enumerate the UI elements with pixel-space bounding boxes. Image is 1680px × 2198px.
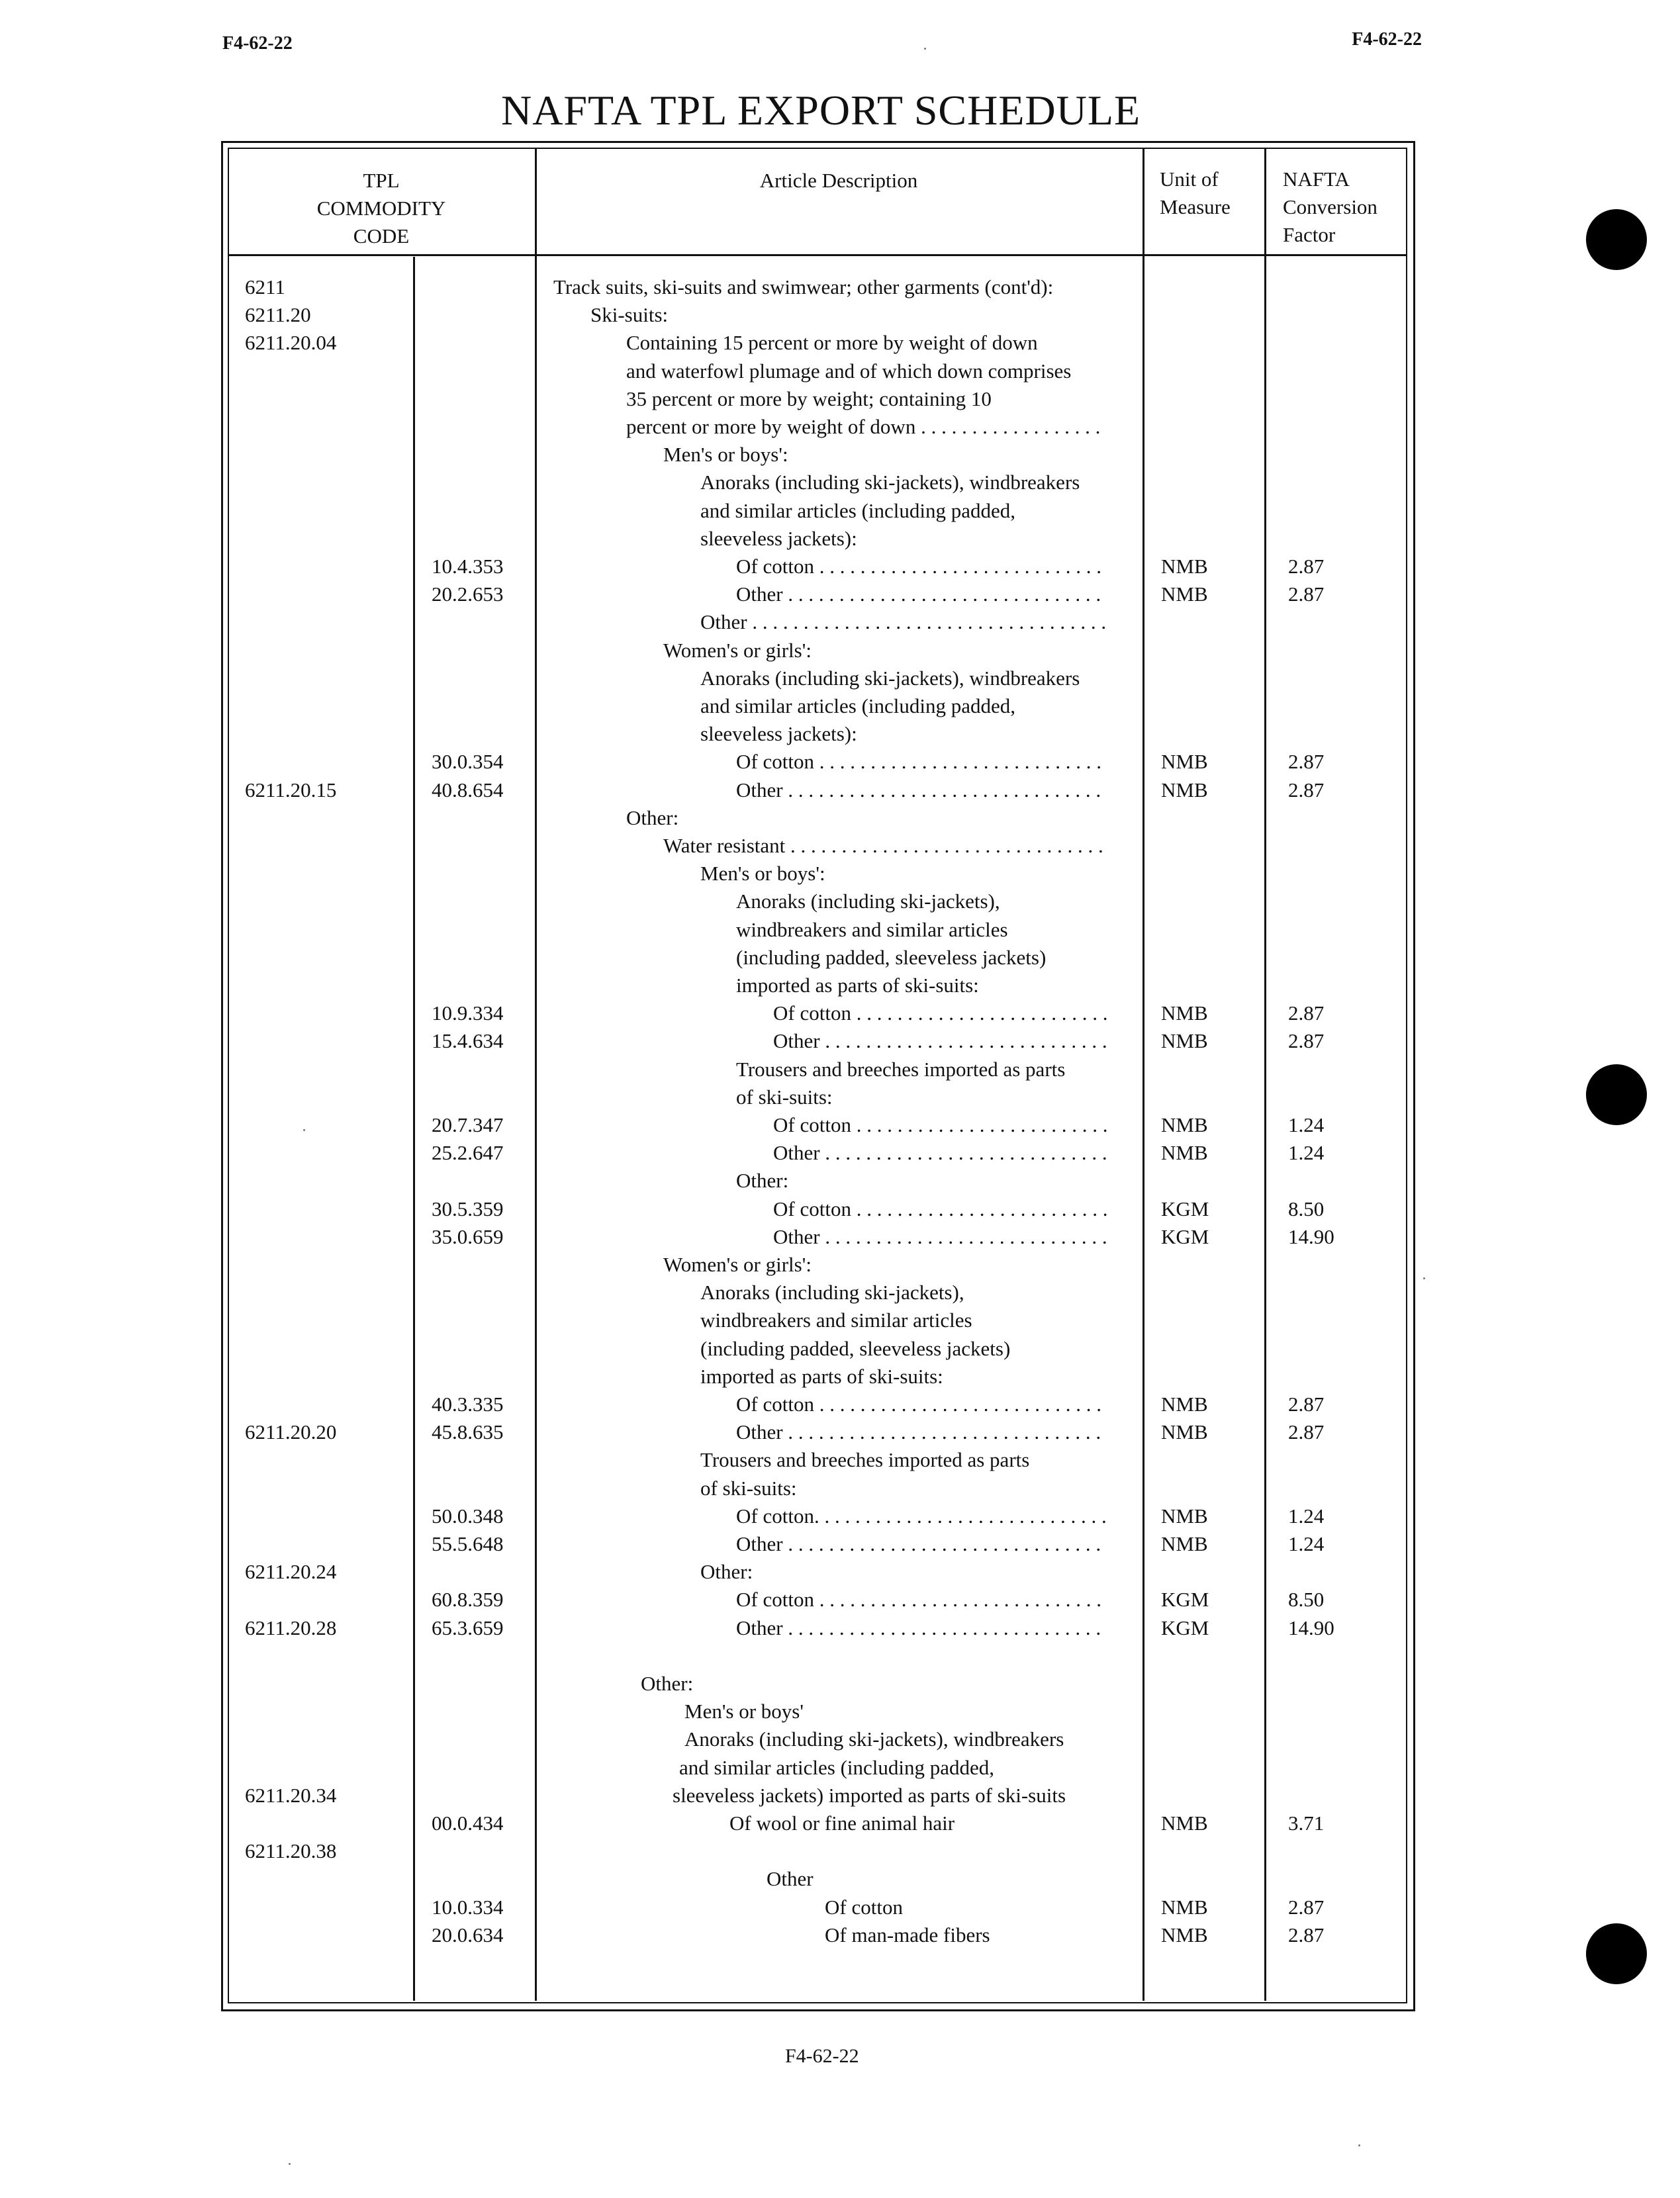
unit-of-measure: NMB <box>1161 1504 1208 1528</box>
conversion-factor: 2.87 <box>1288 1393 1325 1416</box>
statistical-suffix: 50.0.348 <box>432 1504 504 1528</box>
table-row <box>0 497 1680 525</box>
table-row <box>0 1475 1680 1502</box>
table-row <box>0 301 1680 329</box>
article-description: Trousers and breeches imported as parts <box>700 1448 1030 1472</box>
conversion-factor: 2.87 <box>1288 1923 1325 1946</box>
statistical-suffix: 45.8.635 <box>432 1420 504 1444</box>
table-row <box>0 664 1680 692</box>
article-description: Other: <box>626 805 679 829</box>
unit-of-measure: NMB <box>1161 1923 1208 1946</box>
article-description: Anoraks (including ski-jackets), windbreakers <box>684 1727 1064 1751</box>
table-row <box>0 553 1680 580</box>
article-description: 35 percent or more by weight; containing 10 <box>626 387 992 410</box>
article-description: percent or more by weight of down . . . <box>626 413 1107 441</box>
article-description: windbreakers and similar articles <box>700 1308 972 1332</box>
table-row <box>0 441 1680 469</box>
table-row <box>0 1279 1680 1306</box>
article-description: sleeveless jackets): <box>700 526 857 550</box>
conversion-factor: 14.90 <box>1288 1616 1334 1639</box>
column-header-description: Article Description <box>759 169 918 192</box>
tpl-commodity-code: 6211.20.28 <box>245 1616 337 1639</box>
article-description: windbreakers and similar articles <box>736 917 1008 941</box>
table-row <box>0 888 1680 915</box>
table-row <box>0 999 1680 1027</box>
unit-of-measure: NMB <box>1161 778 1208 801</box>
table-row <box>0 1363 1680 1391</box>
conversion-factor: 2.87 <box>1288 1895 1325 1919</box>
table-row <box>0 1167 1680 1195</box>
page-title: NAFTA TPL EXPORT SCHEDULE <box>500 87 1141 134</box>
scan-speck <box>1423 1277 1425 1279</box>
article-description: Other . . . <box>773 1027 1107 1055</box>
article-description: Of cotton . . . <box>736 1391 1107 1418</box>
article-description: Other: <box>700 1560 753 1584</box>
table-row <box>0 525 1680 553</box>
article-description: Other . . . <box>773 1223 1107 1251</box>
unit-of-measure: NMB <box>1161 1532 1208 1555</box>
unit-of-measure: NMB <box>1161 555 1208 578</box>
statistical-suffix: 30.0.354 <box>432 750 504 774</box>
article-description: Other: <box>641 1672 694 1695</box>
conversion-factor: 1.24 <box>1288 1532 1325 1555</box>
article-description: Of cotton . . . <box>773 1111 1107 1139</box>
table-row <box>0 1558 1680 1586</box>
conversion-factor: 2.87 <box>1288 555 1325 578</box>
article-description: sleeveless jackets) imported as parts of ski-suits <box>673 1783 1066 1807</box>
article-description: Of man-made fibers <box>825 1923 990 1946</box>
article-description: Of cotton. . . . <box>736 1502 1107 1530</box>
unit-of-measure: KGM <box>1161 1197 1209 1220</box>
conversion-factor: 2.87 <box>1288 778 1325 801</box>
punch-hole-top <box>1586 209 1647 270</box>
table-row <box>0 1809 1680 1837</box>
conversion-factor: 8.50 <box>1288 1197 1325 1220</box>
table-row <box>0 580 1680 608</box>
unit-of-measure: NMB <box>1161 750 1208 774</box>
table-row <box>0 1139 1680 1167</box>
table-row <box>0 1223 1680 1251</box>
table-row <box>0 1837 1680 1865</box>
article-description: Anoraks (including ski-jackets), windbreakers <box>700 471 1080 494</box>
article-description: Of cotton . . . <box>773 1195 1107 1223</box>
unit-of-measure: KGM <box>1161 1616 1209 1639</box>
unit-of-measure: NMB <box>1161 1141 1208 1165</box>
table-row <box>0 1027 1680 1055</box>
tpl-commodity-code: 6211.20.04 <box>245 331 337 355</box>
table-row <box>0 860 1680 888</box>
table-row <box>0 608 1680 636</box>
punch-hole-bottom <box>1586 1923 1647 1984</box>
statistical-suffix: 00.0.434 <box>432 1811 504 1835</box>
unit-of-measure: NMB <box>1161 1029 1208 1053</box>
table-row <box>0 1865 1680 1893</box>
statistical-suffix: 60.8.359 <box>432 1588 504 1612</box>
article-description: Men's or boys': <box>663 443 788 467</box>
table-row <box>0 944 1680 972</box>
table-row <box>0 1056 1680 1083</box>
conversion-factor: 3.71 <box>1288 1811 1325 1835</box>
page-footer: F4-62-22 <box>785 2045 859 2067</box>
article-description: and similar articles (including padded, <box>700 498 1016 522</box>
statistical-suffix: 20.0.634 <box>432 1923 504 1946</box>
article-description: Other . . . <box>736 1418 1107 1446</box>
statistical-suffix: 40.3.335 <box>432 1393 504 1416</box>
conversion-factor: 2.87 <box>1288 1029 1325 1053</box>
table-row <box>0 1251 1680 1279</box>
column-header-tpl-code-text: TPL COMMODITY CODE <box>316 169 446 248</box>
tpl-commodity-code: 6211.20.38 <box>245 1839 337 1863</box>
table-row <box>0 720 1680 748</box>
article-description: Other . . . <box>773 1139 1107 1167</box>
table-row <box>0 776 1680 804</box>
table-row <box>0 1894 1680 1921</box>
table-row <box>0 1530 1680 1558</box>
statistical-suffix: 65.3.659 <box>432 1616 504 1639</box>
table-row <box>0 1083 1680 1111</box>
article-description: Anoraks (including ski-jackets), <box>700 1281 964 1305</box>
article-description: Of cotton . . . <box>736 1586 1107 1614</box>
scan-speck <box>289 2163 291 2165</box>
statistical-suffix: 30.5.359 <box>432 1197 504 1220</box>
article-description: imported as parts of ski-suits: <box>736 974 979 997</box>
statistical-suffix: 10.9.334 <box>432 1001 504 1025</box>
article-description: Containing 15 percent or more by weight of down <box>626 331 1038 355</box>
conversion-factor: 1.24 <box>1288 1504 1325 1528</box>
table-row <box>0 1754 1680 1782</box>
article-description: sleeveless jackets): <box>700 722 857 746</box>
article-description: Other <box>767 1867 814 1891</box>
article-description: Ski-suits: <box>590 303 669 327</box>
table-row <box>0 469 1680 496</box>
unit-of-measure: NMB <box>1161 1811 1208 1835</box>
table-row <box>0 1446 1680 1474</box>
article-description: Other . . . <box>736 1530 1107 1558</box>
article-description: Of cotton <box>825 1895 903 1919</box>
tpl-commodity-code: 6211 <box>245 275 285 298</box>
article-description: and similar articles (including padded, <box>700 694 1016 717</box>
conversion-factor: 2.87 <box>1288 582 1325 606</box>
article-description: Other . . . <box>736 1614 1107 1642</box>
table-row <box>0 1306 1680 1334</box>
unit-of-measure: KGM <box>1161 1588 1209 1612</box>
table-row <box>0 1782 1680 1809</box>
statistical-suffix: 20.7.347 <box>432 1113 504 1136</box>
statistical-suffix: 10.4.353 <box>432 555 504 578</box>
article-description: (including padded, sleeveless jackets) <box>700 1336 1011 1360</box>
article-description: Of wool or fine animal hair <box>729 1811 955 1835</box>
article-description: Other: <box>736 1169 789 1193</box>
table-row <box>0 748 1680 776</box>
conversion-factor: 14.90 <box>1288 1224 1334 1248</box>
table-row <box>0 637 1680 664</box>
table-row <box>0 1502 1680 1530</box>
statistical-suffix: 25.2.647 <box>432 1141 504 1165</box>
unit-of-measure: NMB <box>1161 582 1208 606</box>
column-header-tpl-code <box>229 167 534 250</box>
conversion-factor: 1.24 <box>1288 1141 1325 1165</box>
table-row <box>0 1670 1680 1698</box>
punch-hole-middle <box>1586 1064 1647 1125</box>
conversion-factor: 8.50 <box>1288 1588 1325 1612</box>
table-row <box>0 413 1680 441</box>
statistical-suffix: 10.0.334 <box>432 1895 504 1919</box>
header-rule <box>228 254 1406 256</box>
page-header-left: F4-62-22 <box>222 33 293 54</box>
statistical-suffix: 40.8.654 <box>432 778 504 801</box>
statistical-suffix: 20.2.653 <box>432 582 504 606</box>
statistical-suffix: 15.4.634 <box>432 1029 504 1053</box>
table-row <box>0 273 1680 301</box>
conversion-factor: 2.87 <box>1288 1420 1325 1444</box>
table-row <box>0 832 1680 860</box>
table-row <box>0 804 1680 832</box>
article-description: Other . . . <box>700 608 1107 636</box>
tpl-commodity-code: 6211.20.24 <box>245 1560 337 1584</box>
table-row <box>0 1586 1680 1614</box>
table-row <box>0 1111 1680 1139</box>
unit-of-measure: KGM <box>1161 1224 1209 1248</box>
conversion-factor: 2.87 <box>1288 1001 1325 1025</box>
article-description: Men's or boys' <box>684 1700 804 1723</box>
table-row <box>0 357 1680 385</box>
page-header-right: F4-62-22 <box>1352 29 1422 50</box>
tpl-commodity-code: 6211.20.34 <box>245 1783 337 1807</box>
table-row <box>0 1642 1680 1670</box>
article-description: imported as parts of ski-suits: <box>700 1364 943 1388</box>
article-description: Of cotton . . . <box>773 999 1107 1027</box>
table-row <box>0 1418 1680 1446</box>
article-description: Water resistant . . . <box>663 832 1107 860</box>
article-description: Other . . . <box>736 776 1107 804</box>
article-description: of ski-suits: <box>700 1476 797 1500</box>
unit-of-measure: NMB <box>1161 1113 1208 1136</box>
tpl-commodity-code: 6211.20.20 <box>245 1420 337 1444</box>
table-row <box>0 1614 1680 1642</box>
article-description: Anoraks (including ski-jackets), windbreakers <box>700 666 1080 690</box>
unit-of-measure: NMB <box>1161 1895 1208 1919</box>
scan-speck <box>924 48 926 50</box>
article-description: Trousers and breeches imported as parts <box>736 1057 1066 1081</box>
statistical-suffix: 55.5.648 <box>432 1532 504 1555</box>
article-description: (including padded, sleeveless jackets) <box>736 945 1047 969</box>
article-description: and similar articles (including padded, <box>679 1755 995 1779</box>
table-row <box>0 1921 1680 1949</box>
table-row <box>0 1725 1680 1753</box>
table-row <box>0 972 1680 999</box>
table-row <box>0 916 1680 944</box>
article-description: Men's or boys': <box>700 862 825 886</box>
article-description: Other . . . <box>736 580 1107 608</box>
article-description: and waterfowl plumage and of which down comprises <box>626 359 1072 383</box>
article-description: Track suits, ski-suits and swimwear; other garments (cont'd): <box>553 275 1054 298</box>
column-header-unit: Unit of Measure <box>1160 167 1231 218</box>
article-description: Of cotton . . . <box>736 553 1107 580</box>
table-row <box>0 329 1680 357</box>
table-row <box>0 692 1680 720</box>
table-row <box>0 1195 1680 1223</box>
unit-of-measure: NMB <box>1161 1393 1208 1416</box>
article-description: Of cotton . . . <box>736 748 1107 776</box>
column-header-factor: NAFTA Conversion Factor <box>1283 167 1377 246</box>
conversion-factor: 1.24 <box>1288 1113 1325 1136</box>
article-description: Women's or girls': <box>663 638 812 662</box>
article-description: of ski-suits: <box>736 1085 833 1109</box>
tpl-commodity-code: 6211.20 <box>245 303 311 327</box>
statistical-suffix: 35.0.659 <box>432 1224 504 1248</box>
scan-speck <box>1358 2144 1360 2146</box>
table-row <box>0 385 1680 413</box>
table-row <box>0 1698 1680 1725</box>
conversion-factor: 2.87 <box>1288 750 1325 774</box>
article-description: Anoraks (including ski-jackets), <box>736 890 1000 913</box>
scan-speck <box>303 1129 305 1131</box>
table-row <box>0 1391 1680 1418</box>
tpl-commodity-code: 6211.20.15 <box>245 778 337 801</box>
unit-of-measure: NMB <box>1161 1420 1208 1444</box>
table-row <box>0 1335 1680 1363</box>
article-description: Women's or girls': <box>663 1253 812 1276</box>
unit-of-measure: NMB <box>1161 1001 1208 1025</box>
